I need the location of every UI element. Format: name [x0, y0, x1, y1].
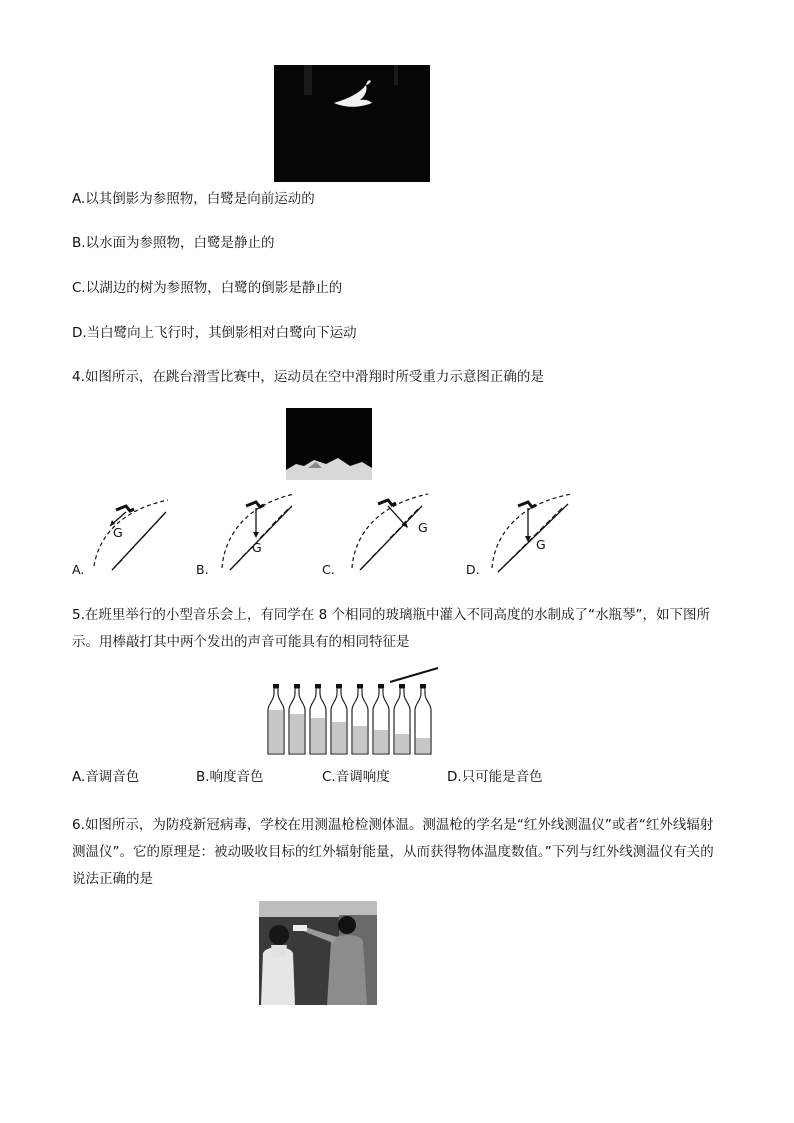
q4-diagram-c — [340, 490, 436, 576]
q4-stem: 4.如图所示，在跳台滑雪比赛中，运动员在空中滑翔时所受重力示意图正确的是 — [72, 369, 544, 385]
q5-stem: 5.在班里举行的小型音乐会上，有同学在 8 个相同的玻璃瓶中灌入不同高度的水制成了“水瓶琴”，如下图所示。用棒敲打其中两个发出的声音可能具有的相同特征是 — [72, 607, 711, 650]
q4-b-force-label: G — [252, 540, 262, 555]
q4-choice-d-label: D. — [466, 562, 480, 577]
q4-choice-a-label: A. — [72, 562, 85, 577]
q5-option-c: C.音调响度 — [322, 769, 390, 785]
q4-diagram-b — [208, 490, 300, 576]
q5-option-d: D.只可能是音色 — [447, 769, 543, 785]
q3-option-d: D.当白鹭向上飞行时，其倒影相对白鹭向下运动 — [72, 325, 357, 341]
q4-diagram-d — [484, 490, 580, 576]
q6-stem: 6.如图所示，为防疫新冠病毒，学校在用测温枪检测体温。测温枪的学名是“红外线测温仪”或者“红外线辐射测温仪”。它的原理是：被动吸收目标的红外辐射能量，从而获得物体温度数值。”下列与红外线测温仪有关的说法正确的是 — [72, 817, 714, 887]
q3-option-a: A.以其倒影为参照物，白鹭是向前运动的 — [72, 191, 315, 207]
q3-option-b: B.以水面为参照物，白鹭是静止的 — [72, 235, 275, 251]
temperature-check-photo — [259, 901, 377, 1005]
egret-illustration — [274, 65, 430, 182]
q4-choice-b-label: B. — [196, 562, 209, 577]
q5-option-b: B.响度音色 — [196, 769, 264, 785]
water-bottle-xylophone-figure — [262, 664, 442, 760]
q4-choice-c-label: C. — [322, 562, 335, 577]
egret-photo — [274, 65, 430, 182]
ski-jump-illustration — [286, 408, 372, 480]
temperature-check-illustration — [259, 901, 377, 1005]
q4-diagram-a — [86, 496, 176, 576]
ski-jump-photo — [286, 408, 372, 480]
q4-a-force-label: G — [113, 525, 123, 540]
q3-option-c: C.以湖边的树为参照物，白鹭的倒影是静止的 — [72, 280, 343, 296]
q5-option-a: A.音调音色 — [72, 769, 140, 785]
q4-d-force-label: G — [536, 537, 546, 552]
q4-c-force-label: G — [418, 520, 428, 535]
